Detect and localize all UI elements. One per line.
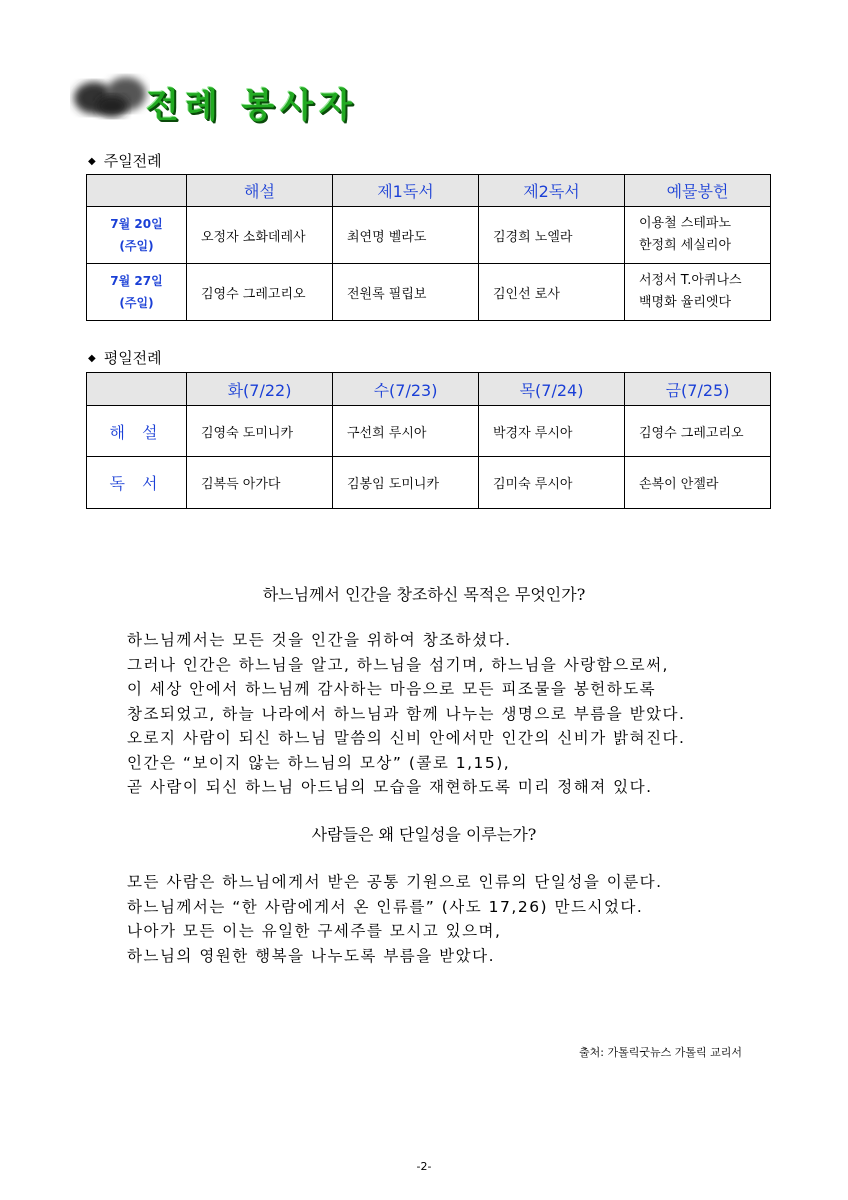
paragraph-line: 오로지 사람이 되신 하느님 말씀의 신비 안에서만 인간의 신비가 밝혀진다.: [127, 729, 686, 747]
table-row: [87, 406, 771, 457]
sunday-col-commentary: 해설: [187, 175, 333, 207]
essay1-heading: 하느님께서 인간을 창조하신 목적은 무엇인가?: [262, 585, 586, 604]
essay1-paragraph: [127, 628, 685, 800]
source-citation: 출처: 가톨릭굿뉴스 가톨릭 교리서: [579, 1046, 742, 1059]
sunday-corner-cell: [87, 175, 187, 207]
sunday-section-label: [88, 150, 162, 171]
weekday-section-label: [88, 347, 162, 368]
date-line: 7월 20일: [110, 217, 163, 231]
weekday-name: 김미숙 루시아: [479, 457, 625, 509]
offering-name: 백명화 율리엣다: [639, 295, 732, 310]
weekday-name: 손복이 안젤라: [625, 457, 771, 509]
paragraph-line: 하느님의 영원한 행복을 나누도록 부름을 받았다.: [127, 946, 496, 965]
date-line: 7월 27일: [110, 274, 163, 288]
commentary-name: 김영수 그레고리오: [187, 264, 333, 321]
sunday-date-cell: [87, 264, 187, 321]
sunday-col-reading2: 제2독서: [479, 175, 625, 207]
paragraph-line: 그러나 인간은 하느님을 알고, 하느님을 섬기며, 하느님을 사랑함으로써,: [127, 655, 669, 674]
weekday-label-text: 평일전례: [103, 349, 162, 367]
weekday-name: 구선희 루시아: [333, 406, 479, 457]
offering-name: 한정희 세실리아: [639, 238, 732, 253]
sunday-col-offering: 예물봉헌: [625, 175, 771, 207]
paragraph-line: 모든 사람은 하느님에게서 받은 공통 기원으로 인류의 단일성을 이룬다.: [127, 873, 663, 891]
weekday-col-fri: 금(7/25): [625, 373, 771, 406]
table-row: [87, 457, 771, 509]
table-row: [87, 207, 771, 264]
title-logo-icon: [68, 70, 154, 122]
offering-name: 이용철 스테파노: [639, 216, 732, 231]
essay2-paragraph: [127, 870, 663, 968]
diamond-bullet-icon: ◆: [88, 156, 96, 167]
offering-names: [625, 264, 771, 321]
weekday-header-row: [87, 373, 771, 406]
reading1-name: 전원록 필립보: [333, 264, 479, 321]
weekday-name: 김영수 그레고리오: [625, 406, 771, 457]
reading2-name: 김경희 노엘라: [479, 207, 625, 264]
commentary-name: 오정자 소화데레사: [187, 207, 333, 264]
paragraph-line: 하느님께서는 모든 것을 인간을 위하여 창조하셨다.: [127, 631, 512, 649]
weekday-name: 김봉임 도미니카: [333, 457, 479, 509]
offering-names: [625, 207, 771, 264]
weekday-name: 김복득 아가다: [187, 457, 333, 509]
table-row: [87, 264, 771, 321]
weekday-corner-cell: [87, 373, 187, 406]
essay2-heading: 사람들은 왜 단일성을 이루는가?: [311, 825, 537, 844]
paragraph-line: 곧 사람이 되신 하느님 아드님의 모습을 재현하도록 미리 정해져 있다.: [127, 778, 653, 796]
sunday-header-row: [87, 175, 771, 207]
weekday-name: 박경자 루시아: [479, 406, 625, 457]
offering-name: 서정서 T.아퀴나스: [639, 273, 742, 288]
paragraph-line: 하느님께서는 “한 사람에게서 온 인류를” (사도 17,26) 만드시었다.: [127, 897, 644, 916]
page-title: 전례 봉사자: [146, 86, 359, 126]
sunday-schedule-table: [86, 174, 771, 321]
paragraph-line: 이 세상 안에서 하느님께 감사하는 마음으로 모든 피조물을 봉헌하도록: [127, 680, 657, 698]
date-day: (주일): [119, 239, 154, 253]
page-number: -2-: [416, 1160, 432, 1173]
weekday-schedule-table: [86, 372, 771, 509]
date-day: (주일): [119, 296, 154, 310]
weekday-name: 김영숙 도미니카: [187, 406, 333, 457]
sunday-date-cell: [87, 207, 187, 264]
paragraph-line: 인간은 “보이지 않는 하느님의 모상” (콜로 1,15),: [127, 753, 511, 772]
diamond-bullet-icon: ◆: [88, 353, 96, 364]
paragraph-line: 창조되었고, 하늘 나라에서 하느님과 함께 나누는 생명으로 부름을 받았다.: [127, 704, 686, 723]
reading2-name: 김인선 로사: [479, 264, 625, 321]
weekday-col-thu: 목(7/24): [479, 373, 625, 406]
weekday-col-tue: 화(7/22): [187, 373, 333, 406]
role-reading: 독 서: [87, 457, 187, 509]
reading1-name: 최연명 벨라도: [333, 207, 479, 264]
role-commentary: 해 설: [87, 406, 187, 457]
weekday-col-wed: 수(7/23): [333, 373, 479, 406]
paragraph-line: 나아가 모든 이는 유일한 구세주를 모시고 있으며,: [127, 922, 502, 940]
sunday-label-text: 주일전례: [103, 152, 162, 170]
sunday-col-reading1: 제1독서: [333, 175, 479, 207]
